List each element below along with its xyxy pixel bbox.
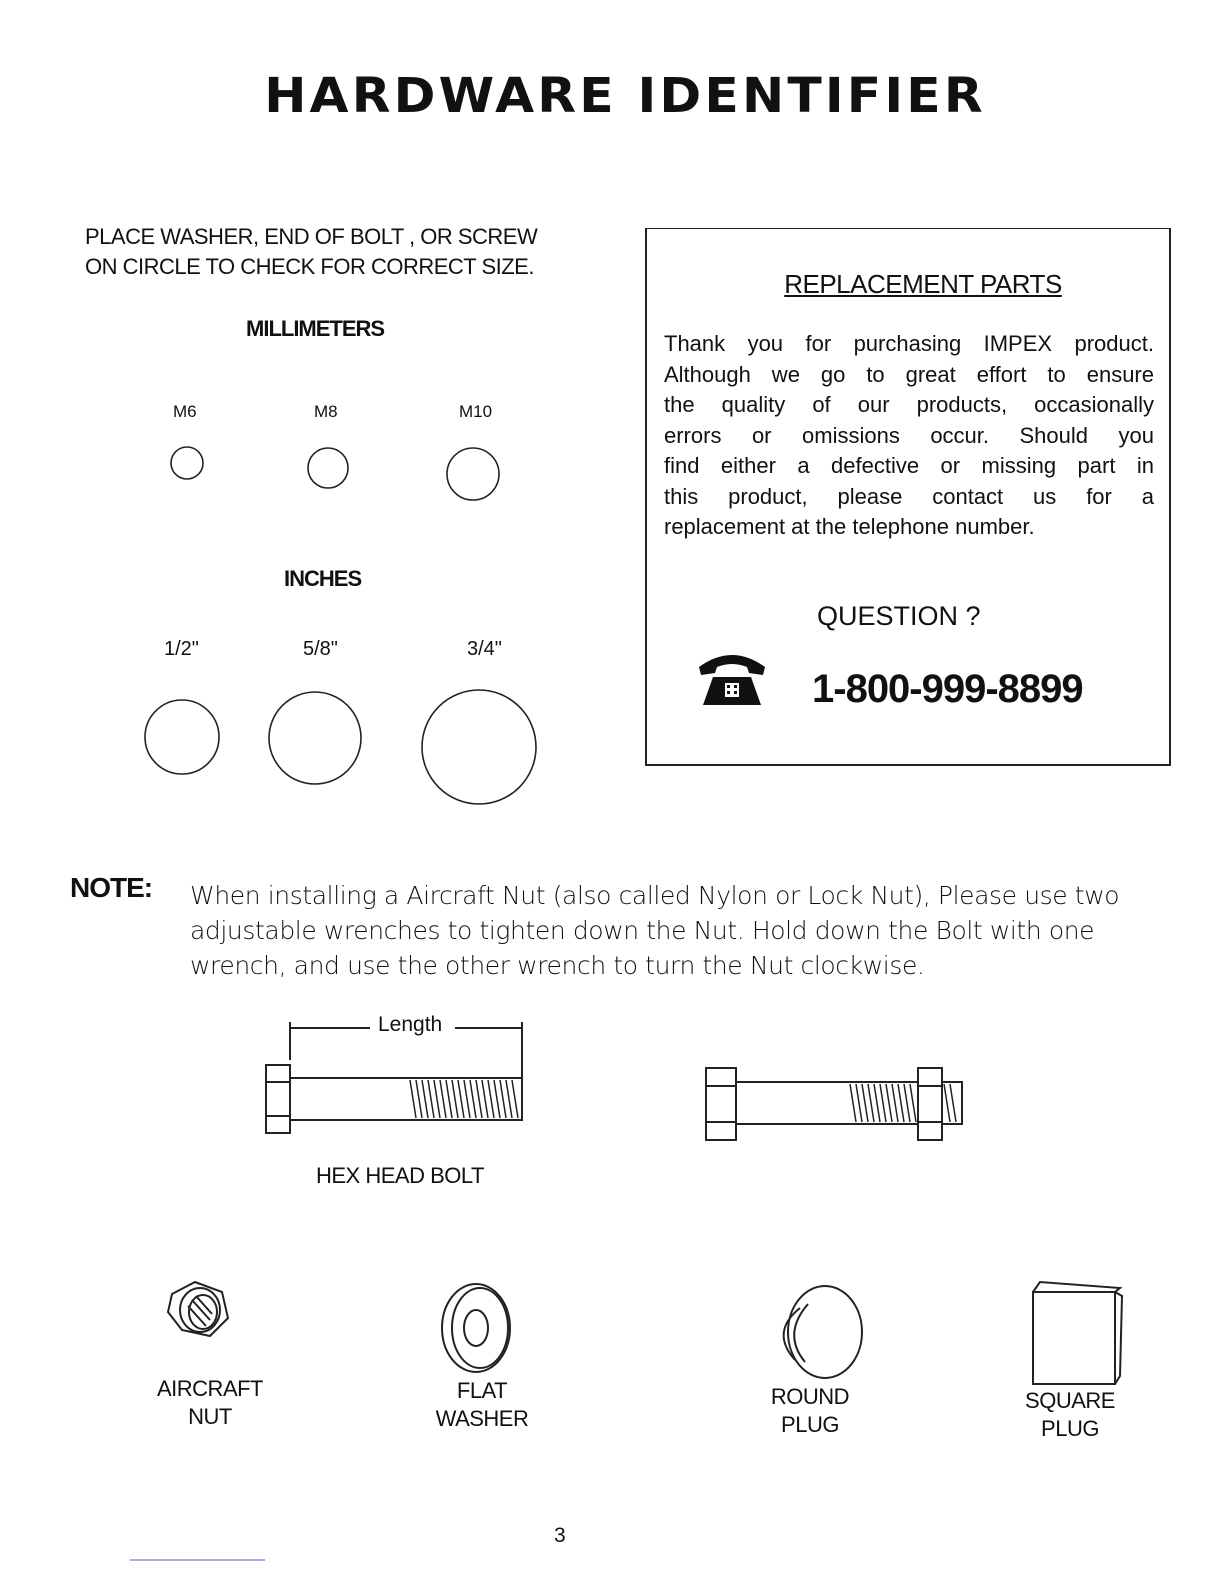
flat-washer-icon [442, 1284, 510, 1372]
note-line: When installing a Aircraft Nut (also called Nylon or Lock Nut), Please use two [190, 881, 1120, 910]
phone-number[interactable]: 1-800-999-8899 [812, 667, 1083, 711]
body-line: errors or omissions occur. Should you [664, 422, 1154, 448]
size-label-three-quarters: 3/4" [467, 638, 502, 660]
circle-m6 [171, 447, 203, 479]
page-title: HARDWARE IDENTIFIER [264, 68, 986, 124]
body-line: the quality of our products, occasionally [664, 392, 1154, 417]
caption-line: PLUG [781, 1412, 839, 1437]
note-label: NOTE: [70, 872, 153, 903]
note-text [190, 878, 1119, 983]
circle-three-quarter-inch [422, 690, 536, 804]
telephone-icon [697, 647, 767, 709]
caption-line: AIRCRAFT [157, 1376, 263, 1401]
caption-line: PLUG [1041, 1416, 1099, 1441]
bolt-with-nut-icon [706, 1068, 962, 1140]
caption-line: WASHER [435, 1406, 529, 1431]
inches-heading: INCHES [284, 566, 362, 591]
parts-illustrations [0, 1270, 1225, 1390]
body-line: Thank you for purchasing IMPEX product. [664, 331, 1154, 356]
size-label-five-eighths: 5/8" [303, 638, 338, 660]
instruction-line: ON CIRCLE TO CHECK FOR CORRECT SIZE. [85, 254, 534, 279]
part-caption-aircraft-nut [140, 1375, 280, 1431]
caption-line: SQUARE [1025, 1388, 1115, 1413]
page-number: 3 [554, 1524, 566, 1547]
part-caption-round-plug [745, 1383, 875, 1439]
body-line: this product, please contact us for a [664, 483, 1154, 509]
size-label-m6: M6 [173, 402, 197, 421]
caption-line: FLAT [456, 1378, 508, 1403]
size-label-m8: M8 [314, 402, 338, 421]
body-line: Although we go to great effort to ensure [664, 361, 1154, 387]
circle-five-eighths-inch [269, 692, 361, 784]
body-line: find either a defective or missing part in [664, 453, 1154, 478]
replacement-parts-body [664, 329, 1154, 543]
caption-line: NUT [188, 1404, 232, 1429]
millimeters-heading: MILLIMETERS [246, 316, 385, 341]
hex-head-bolt-icon [266, 1022, 522, 1133]
instruction-line: PLACE WASHER, END OF BOLT , OR SCREW [85, 224, 538, 249]
question-label: QUESTION ? [817, 601, 981, 631]
hex-head-bolt-caption: HEX HEAD BOLT [316, 1163, 484, 1188]
circle-half-inch [145, 700, 219, 774]
length-label: Length [374, 1013, 446, 1037]
body-line: replacement at the telephone number. [664, 514, 1035, 539]
caption-line: ROUND [770, 1384, 850, 1409]
part-caption-flat-washer [412, 1377, 552, 1433]
bolt-diagrams [250, 1010, 990, 1150]
replacement-parts-box [645, 228, 1171, 766]
size-label-m10: M10 [459, 402, 493, 421]
circle-m10 [447, 448, 499, 500]
replacement-parts-title: REPLACEMENT PARTS [784, 269, 1062, 299]
part-caption-square-plug [1000, 1387, 1140, 1443]
circle-m8 [308, 448, 348, 488]
size-label-half: 1/2" [164, 638, 199, 660]
note-line: adjustable wrenches to tighten down the Nut. Hold down the Bolt with one [190, 916, 1095, 945]
square-plug-icon [1033, 1282, 1122, 1384]
note-line: wrench, and use the other wrench to turn the Nut clockwise. [190, 951, 925, 980]
round-plug-icon [784, 1286, 862, 1378]
aircraft-nut-icon [168, 1282, 228, 1336]
